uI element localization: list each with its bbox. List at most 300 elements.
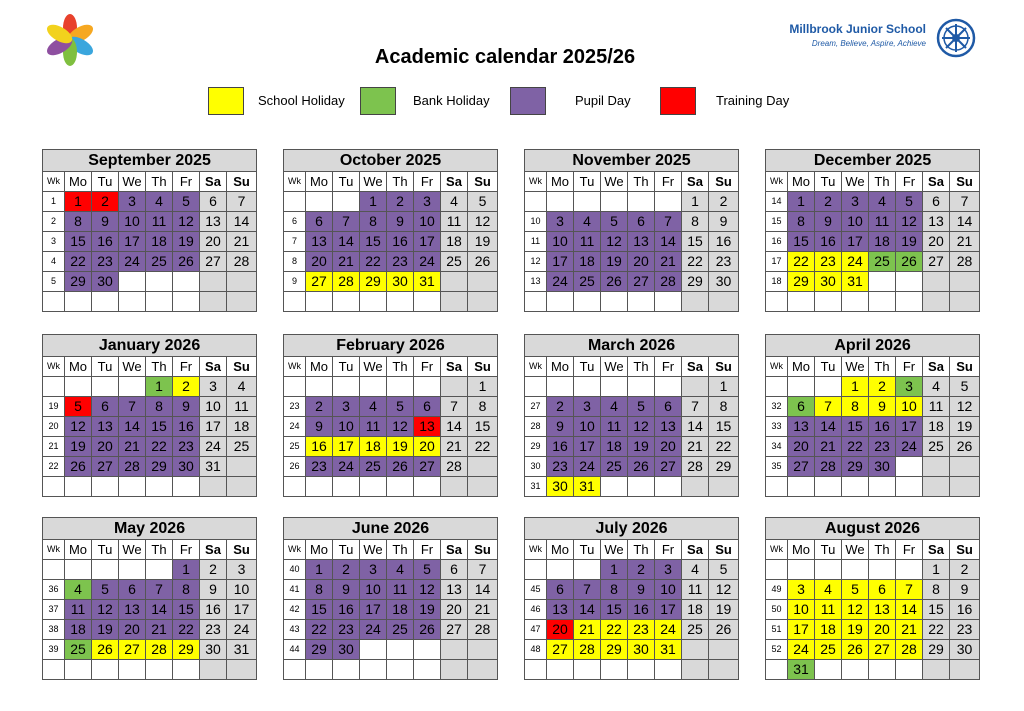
day-cell: 20: [92, 437, 119, 457]
empty-cell: [682, 640, 709, 660]
empty-cell: [173, 660, 200, 680]
day-cell: 1: [709, 377, 739, 397]
day-cell: 30: [869, 457, 896, 477]
day-cell: 30: [173, 457, 200, 477]
day-cell: 20: [628, 252, 655, 272]
day-cell: 11: [601, 417, 628, 437]
week-number: 26: [284, 457, 306, 477]
day-cell: 28: [950, 252, 980, 272]
empty-cell: [574, 192, 601, 212]
day-cell: 11: [869, 212, 896, 232]
weekday-header: Fr: [896, 540, 923, 560]
day-cell: 9: [709, 212, 739, 232]
weekday-header: Mo: [306, 357, 333, 377]
day-cell: 20: [869, 620, 896, 640]
day-cell: 9: [815, 212, 842, 232]
empty-cell: [200, 292, 227, 312]
day-cell: 28: [441, 457, 468, 477]
day-cell: 7: [574, 580, 601, 600]
weekday-header: Th: [869, 357, 896, 377]
week-row: [766, 620, 980, 640]
week-row: [525, 252, 739, 272]
day-cell: 12: [628, 417, 655, 437]
day-cell: 12: [65, 417, 92, 437]
week-number: 28: [525, 417, 547, 437]
empty-cell: [628, 377, 655, 397]
empty-cell: [547, 192, 574, 212]
empty-cell: [574, 660, 601, 680]
day-cell: 13: [547, 600, 574, 620]
empty-cell: [146, 560, 173, 580]
empty-cell: [950, 457, 980, 477]
day-cell: 19: [628, 437, 655, 457]
day-cell: 13: [92, 417, 119, 437]
day-cell: 10: [200, 397, 227, 417]
day-cell: 12: [896, 212, 923, 232]
week-number: 18: [766, 272, 788, 292]
day-cell: 6: [441, 560, 468, 580]
week-number: [766, 560, 788, 580]
empty-cell: [92, 292, 119, 312]
day-cell: 25: [923, 437, 950, 457]
weekday-header: Fr: [655, 540, 682, 560]
day-cell: 4: [869, 192, 896, 212]
day-cell: 8: [682, 212, 709, 232]
day-cell: 30: [709, 272, 739, 292]
empty-cell: [547, 660, 574, 680]
week-row: [525, 192, 739, 212]
weekday-header: Th: [869, 540, 896, 560]
weekday-header: We: [119, 172, 146, 192]
weekday-header: Tu: [333, 357, 360, 377]
day-cell: 24: [574, 457, 601, 477]
week-row: [766, 417, 980, 437]
day-cell: 31: [788, 660, 815, 680]
empty-cell: [709, 292, 739, 312]
day-cell: 16: [333, 600, 360, 620]
day-cell: 26: [950, 437, 980, 457]
day-cell: 11: [227, 397, 257, 417]
empty-cell: [119, 377, 146, 397]
empty-cell: [601, 292, 628, 312]
day-cell: 19: [387, 437, 414, 457]
empty-cell: [709, 477, 739, 497]
empty-cell: [628, 292, 655, 312]
week-number: [525, 377, 547, 397]
weekday-header: Su: [709, 172, 739, 192]
week-row: [43, 232, 257, 252]
weekday-header: Sa: [441, 357, 468, 377]
day-cell: 25: [387, 620, 414, 640]
day-cell: 26: [628, 457, 655, 477]
weekday-header: Fr: [896, 357, 923, 377]
weekday-header: Fr: [896, 172, 923, 192]
week-row: [766, 272, 980, 292]
week-number: 12: [525, 252, 547, 272]
day-cell: 20: [655, 437, 682, 457]
week-row: [766, 477, 980, 497]
week-row: [43, 192, 257, 212]
day-cell: 28: [468, 620, 498, 640]
month-title: July 2026: [525, 518, 739, 540]
day-cell: 30: [92, 272, 119, 292]
day-cell: 14: [815, 417, 842, 437]
day-cell: 11: [387, 580, 414, 600]
weekday-header: Th: [387, 172, 414, 192]
empty-cell: [414, 377, 441, 397]
week-number: 1: [43, 192, 65, 212]
day-cell: 22: [842, 437, 869, 457]
day-cell: 28: [333, 272, 360, 292]
day-cell: 13: [869, 600, 896, 620]
weekday-header: Su: [227, 540, 257, 560]
day-cell: 18: [601, 437, 628, 457]
week-number: 48: [525, 640, 547, 660]
week-row: [43, 457, 257, 477]
day-cell: 3: [360, 560, 387, 580]
weekday-header: Tu: [92, 357, 119, 377]
week-row: [766, 232, 980, 252]
week-number: [43, 292, 65, 312]
empty-cell: [788, 477, 815, 497]
week-number: 30: [525, 457, 547, 477]
empty-cell: [547, 377, 574, 397]
day-cell: 4: [601, 397, 628, 417]
week-number: [766, 660, 788, 680]
empty-cell: [788, 377, 815, 397]
week-number: 22: [43, 457, 65, 477]
day-cell: 15: [842, 417, 869, 437]
weekday-header: Tu: [574, 540, 601, 560]
day-cell: 5: [628, 397, 655, 417]
day-cell: 21: [119, 437, 146, 457]
day-cell: 9: [333, 580, 360, 600]
day-cell: 13: [628, 232, 655, 252]
empty-cell: [65, 477, 92, 497]
week-row: [766, 292, 980, 312]
empty-cell: [896, 457, 923, 477]
day-cell: 4: [387, 560, 414, 580]
day-cell: 27: [306, 272, 333, 292]
day-cell: 18: [923, 417, 950, 437]
weekday-header: Mo: [788, 172, 815, 192]
empty-cell: [842, 660, 869, 680]
month-may-2026: [42, 517, 257, 680]
day-cell: 6: [306, 212, 333, 232]
empty-cell: [146, 292, 173, 312]
day-cell: 29: [923, 640, 950, 660]
empty-cell: [655, 192, 682, 212]
day-cell: 18: [387, 600, 414, 620]
day-cell: 6: [414, 397, 441, 417]
weekday-header: Mo: [306, 172, 333, 192]
day-cell: 5: [709, 560, 739, 580]
day-cell: 27: [788, 457, 815, 477]
day-cell: 18: [574, 252, 601, 272]
day-cell: 14: [333, 232, 360, 252]
empty-cell: [227, 457, 257, 477]
day-cell: 12: [709, 580, 739, 600]
weekday-header: Tu: [333, 172, 360, 192]
weekday-header: Su: [709, 357, 739, 377]
week-row: [766, 252, 980, 272]
day-cell: 17: [896, 417, 923, 437]
week-row: [525, 232, 739, 252]
weekday-header: Tu: [333, 540, 360, 560]
day-cell: 19: [92, 620, 119, 640]
day-cell: 24: [547, 272, 574, 292]
day-cell: 28: [119, 457, 146, 477]
empty-cell: [923, 477, 950, 497]
day-cell: 17: [547, 252, 574, 272]
empty-cell: [173, 477, 200, 497]
day-cell: 11: [441, 212, 468, 232]
week-number: 51: [766, 620, 788, 640]
day-cell: 2: [815, 192, 842, 212]
weekday-header: We: [119, 540, 146, 560]
weekday-header: Sa: [682, 172, 709, 192]
day-cell: 11: [146, 212, 173, 232]
month-title: March 2026: [525, 335, 739, 357]
day-cell: 7: [468, 560, 498, 580]
day-cell: 27: [119, 640, 146, 660]
day-cell: 14: [896, 600, 923, 620]
day-cell: 17: [227, 600, 257, 620]
week-number: 21: [43, 437, 65, 457]
day-cell: 21: [468, 600, 498, 620]
day-cell: 29: [601, 640, 628, 660]
day-cell: 24: [360, 620, 387, 640]
empty-cell: [387, 377, 414, 397]
weekday-header: Sa: [923, 172, 950, 192]
day-cell: 7: [682, 397, 709, 417]
empty-cell: [387, 660, 414, 680]
day-cell: 27: [655, 457, 682, 477]
weekday-header: Fr: [414, 172, 441, 192]
day-cell: 6: [628, 212, 655, 232]
week-row: [43, 560, 257, 580]
empty-cell: [441, 477, 468, 497]
empty-cell: [360, 292, 387, 312]
empty-cell: [173, 292, 200, 312]
day-cell: 21: [227, 232, 257, 252]
month-july-2026: [524, 517, 739, 680]
empty-cell: [227, 292, 257, 312]
day-cell: 20: [441, 600, 468, 620]
day-cell: 15: [360, 232, 387, 252]
weekday-header: Wk: [43, 357, 65, 377]
week-number: [284, 660, 306, 680]
day-cell: 16: [628, 600, 655, 620]
day-cell: 25: [227, 437, 257, 457]
empty-cell: [655, 292, 682, 312]
empty-cell: [227, 660, 257, 680]
day-cell: 9: [306, 417, 333, 437]
day-cell: 5: [468, 192, 498, 212]
empty-cell: [333, 660, 360, 680]
empty-cell: [709, 660, 739, 680]
day-cell: 18: [815, 620, 842, 640]
day-cell: 24: [788, 640, 815, 660]
day-cell: 13: [306, 232, 333, 252]
day-cell: 29: [842, 457, 869, 477]
week-row: [766, 437, 980, 457]
day-cell: 28: [896, 640, 923, 660]
day-cell: 23: [815, 252, 842, 272]
weekday-header: Sa: [682, 540, 709, 560]
day-cell: 19: [414, 600, 441, 620]
empty-cell: [815, 477, 842, 497]
day-cell: 19: [601, 252, 628, 272]
empty-cell: [92, 477, 119, 497]
empty-cell: [601, 477, 628, 497]
day-cell: 29: [682, 272, 709, 292]
day-cell: 15: [682, 232, 709, 252]
day-cell: 20: [200, 232, 227, 252]
weekday-header: Fr: [173, 540, 200, 560]
day-cell: 12: [387, 417, 414, 437]
day-cell: 9: [92, 212, 119, 232]
weekday-header: Mo: [65, 540, 92, 560]
day-cell: 2: [869, 377, 896, 397]
empty-cell: [574, 292, 601, 312]
week-number: 23: [284, 397, 306, 417]
day-cell: 19: [468, 232, 498, 252]
weekday-header: Mo: [547, 540, 574, 560]
day-cell: 1: [146, 377, 173, 397]
day-cell: 18: [146, 232, 173, 252]
day-cell: 7: [227, 192, 257, 212]
day-cell: 16: [547, 437, 574, 457]
day-cell: 28: [146, 640, 173, 660]
weekday-header: Su: [468, 357, 498, 377]
weekday-header: Tu: [815, 357, 842, 377]
weekday-header: Su: [468, 540, 498, 560]
weekday-header: Th: [628, 540, 655, 560]
day-cell: 28: [574, 640, 601, 660]
day-cell: 10: [119, 212, 146, 232]
weekday-header: Wk: [525, 172, 547, 192]
day-cell: 2: [173, 377, 200, 397]
week-number: [766, 377, 788, 397]
day-cell: 15: [468, 417, 498, 437]
day-cell: 29: [173, 640, 200, 660]
week-row: [284, 560, 498, 580]
week-row: [43, 437, 257, 457]
week-row: [43, 397, 257, 417]
weekday-header: We: [360, 172, 387, 192]
day-cell: 8: [360, 212, 387, 232]
empty-cell: [227, 272, 257, 292]
week-row: [766, 640, 980, 660]
day-cell: 8: [65, 212, 92, 232]
day-cell: 4: [360, 397, 387, 417]
day-cell: 10: [788, 600, 815, 620]
day-cell: 23: [628, 620, 655, 640]
day-cell: 14: [146, 600, 173, 620]
week-number: 14: [766, 192, 788, 212]
weekday-header: Wk: [284, 540, 306, 560]
day-cell: 2: [628, 560, 655, 580]
empty-cell: [200, 477, 227, 497]
day-cell: 19: [709, 600, 739, 620]
day-cell: 8: [788, 212, 815, 232]
weekday-header: Sa: [923, 357, 950, 377]
day-cell: 14: [682, 417, 709, 437]
day-cell: 27: [869, 640, 896, 660]
day-cell: 11: [815, 600, 842, 620]
day-cell: 22: [923, 620, 950, 640]
week-number: [284, 377, 306, 397]
empty-cell: [842, 560, 869, 580]
day-cell: 7: [655, 212, 682, 232]
empty-cell: [628, 192, 655, 212]
week-row: [525, 377, 739, 397]
day-cell: 26: [387, 457, 414, 477]
day-cell: 26: [468, 252, 498, 272]
day-cell: 6: [200, 192, 227, 212]
week-number: 46: [525, 600, 547, 620]
week-number: 34: [766, 437, 788, 457]
day-cell: 14: [468, 580, 498, 600]
day-cell: 4: [227, 377, 257, 397]
week-row: [284, 252, 498, 272]
weekday-header: We: [360, 540, 387, 560]
legend-label-training: Training Day: [716, 93, 790, 108]
day-cell: 10: [547, 232, 574, 252]
day-cell: 3: [119, 192, 146, 212]
month-april-2026: [765, 334, 980, 497]
day-cell: 27: [200, 252, 227, 272]
day-cell: 8: [468, 397, 498, 417]
weekday-header: Th: [146, 172, 173, 192]
week-row: [43, 417, 257, 437]
day-cell: 19: [173, 232, 200, 252]
week-row: [766, 212, 980, 232]
weekday-header: Mo: [547, 172, 574, 192]
weekday-header: Wk: [43, 540, 65, 560]
day-cell: 22: [682, 252, 709, 272]
day-cell: 23: [950, 620, 980, 640]
day-cell: 20: [119, 620, 146, 640]
week-number: 43: [284, 620, 306, 640]
day-cell: 20: [923, 232, 950, 252]
empty-cell: [923, 457, 950, 477]
week-number: 9: [284, 272, 306, 292]
day-cell: 5: [842, 580, 869, 600]
weekday-header: Su: [227, 357, 257, 377]
month-november-2025: [524, 149, 739, 312]
weekday-header: Tu: [574, 357, 601, 377]
weekday-header: We: [842, 172, 869, 192]
day-cell: 14: [227, 212, 257, 232]
week-row: [766, 192, 980, 212]
day-cell: 17: [333, 437, 360, 457]
day-cell: 23: [869, 437, 896, 457]
day-cell: 24: [333, 457, 360, 477]
week-number: 45: [525, 580, 547, 600]
day-cell: 1: [842, 377, 869, 397]
week-number: 49: [766, 580, 788, 600]
week-row: [284, 192, 498, 212]
week-number: 31: [525, 477, 547, 497]
week-row: [525, 212, 739, 232]
week-number: [284, 292, 306, 312]
empty-cell: [119, 477, 146, 497]
day-cell: 18: [360, 437, 387, 457]
day-cell: 5: [173, 192, 200, 212]
week-row: [43, 580, 257, 600]
